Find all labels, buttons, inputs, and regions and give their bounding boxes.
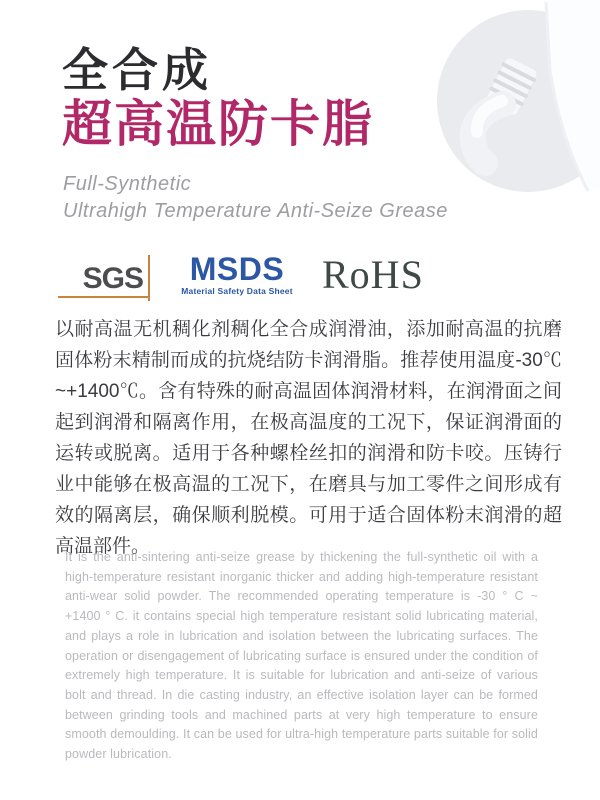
msds-logo <box>177 253 297 299</box>
rohs-logo: RoHS <box>322 252 424 297</box>
product-title-cn-line2: 超高温防卡脂 <box>62 96 374 152</box>
certification-logos <box>58 249 424 299</box>
sgs-vertical-line <box>148 255 151 301</box>
description-chinese: 以耐高温无机稠化剂稠化全合成润滑油，添加耐高温的抗磨固体粉末精制而成的抗烧结防卡润滑脂。推荐使用温度-30℃ ~+1400℃。含有特殊的耐高温固体润滑材料，在润滑面之间起到润滑和隔离作用，在极高温度的工况下，保证润滑面的运转或脱离。适用于各种螺栓丝扣的润滑和防卡咬。压铸行业中能够在极高温的工况下，在磨具与加工零件之间形成有效的隔离层，确保顺利脱模。可用于适合固体粉末润滑的超高温部件。 <box>55 319 562 557</box>
product-title-cn-line1: 全合成 <box>62 44 212 96</box>
sgs-logo <box>58 253 150 299</box>
description-english: It is the anti-sintering anti-seize grease by thickening the full-synthetic oil with a high-temperature resistant inorganic thicker and adding high-temperature resistant anti-wear solid powder. The recommended operating temperature is -30 ° C ~ +1400 ° C. it contains special high temperature resistant solid lubricating material, and plays a role in lubrication and isolation between the lubricating surfaces. The operation or disengagement of lubricating surface is ensured under the condition of extremely high temperature. It is suitable for lubrication and anti-seize of various bolt and thread. In die casting industry, an effective isolation layer can be formed between grinding tools and machined parts at very high temperature to ensure smooth demoulding. It can be used for ultra-high temperature parts suitable for solid powder lubrication. <box>65 550 538 762</box>
sgs-underline <box>58 296 150 299</box>
product-photo <box>430 0 600 205</box>
sgs-logo-text: SGS <box>82 262 143 295</box>
product-subtitle-en <box>63 171 448 225</box>
msds-logo-text: MSDS <box>189 251 285 287</box>
msds-logo-subtext: Material Safety Data Sheet <box>181 286 293 296</box>
subtitle-line2: Ultrahigh Temperature Anti-Seize Grease <box>63 200 448 222</box>
subtitle-line1: Full-Synthetic <box>63 173 192 195</box>
